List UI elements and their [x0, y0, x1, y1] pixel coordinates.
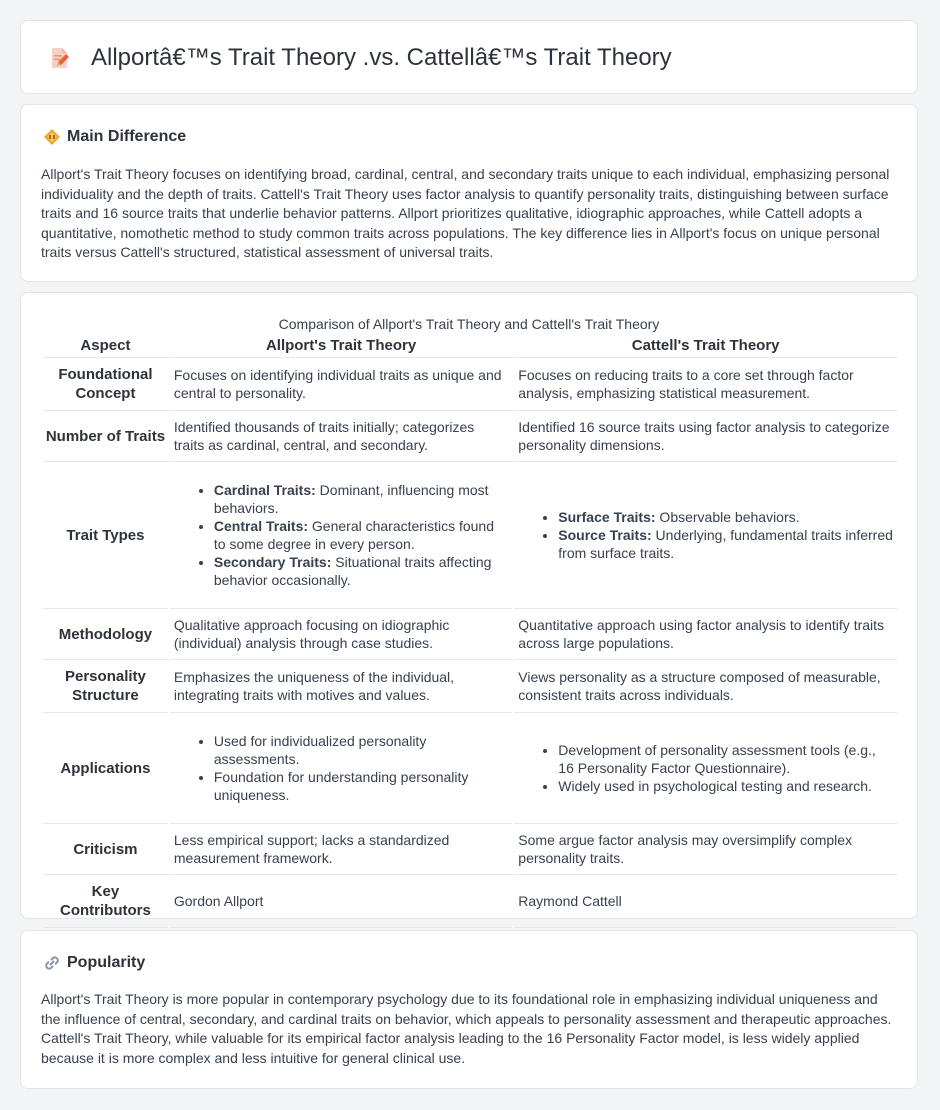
table-row — [43, 358, 897, 411]
list-item: • Cardinal Traits: Dominant, influencing most behaviors. — [214, 481, 508, 517]
allport-cell: Gordon Allport — [170, 875, 512, 928]
document-edit-icon — [47, 46, 71, 70]
table-row — [43, 609, 897, 660]
table-row — [43, 713, 897, 824]
table-caption: Comparison of Allport's Trait Theory and Cattell's Trait Theory — [278, 316, 660, 332]
list-item: • Surface Traits: Observable behaviors. — [558, 508, 893, 526]
cattell-cell — [514, 462, 897, 609]
cattell-cell: Quantitative approach using factor analysis to identify traits across large populations. — [514, 609, 897, 660]
list-item: • Central Traits: General characteristics found to some degree in every person. — [214, 517, 508, 553]
cattell-cell: Some argue factor analysis may oversimplify complex personality traits. — [514, 824, 897, 875]
aspect-cell: Key Contributors — [43, 875, 168, 928]
popularity-header — [43, 953, 145, 973]
title-card — [20, 20, 918, 94]
aspect-cell: Trait Types — [43, 462, 168, 609]
allport-cell: Identified thousands of traits initially; categorizes traits as cardinal, central, and secondary. — [170, 411, 512, 462]
allport-cell — [170, 713, 512, 824]
list-item: • Foundation for understanding personality uniqueness. — [214, 768, 508, 804]
list-item: • Used for individualized personality assessments. — [214, 732, 508, 768]
aspect-cell: Criticism — [43, 824, 168, 875]
allport-applications-list — [174, 720, 508, 816]
allport-cell: Emphasizes the uniqueness of the individual, integrating traits with motives and values. — [170, 660, 512, 713]
list-item: • Source Traits: Underlying, fundamental traits inferred from surface traits. — [558, 526, 893, 562]
column-header-aspect: Aspect — [43, 335, 168, 358]
aspect-cell: Foundational Concept — [43, 358, 168, 411]
aspect-cell: Methodology — [43, 609, 168, 660]
list-item: • Development of personality assessment tools (e.g., 16 Personality Factor Questionnaire). — [558, 741, 893, 777]
table-row — [43, 462, 897, 609]
page-title: Allportâ€™s Trait Theory .vs. Cattellâ€™s Trait Theory — [91, 44, 672, 71]
allport-cell: Focuses on identifying individual traits as unique and central to personality. — [170, 358, 512, 411]
allport-cell: Qualitative approach focusing on idiographic (individual) analysis through case studies. — [170, 609, 512, 660]
table-row — [43, 411, 897, 462]
cattell-trait-list — [518, 496, 893, 574]
cattell-cell: Raymond Cattell — [514, 875, 897, 928]
diamond-icon — [43, 128, 61, 146]
table-row — [43, 875, 897, 928]
main-difference-section — [20, 104, 918, 282]
list-item: • Widely used in psychological testing and research. — [558, 777, 893, 795]
comparison-section — [20, 292, 918, 919]
popularity-text: Allport's Trait Theory is more popular in contemporary psychology due to its foundational role in emphasizing individual uniqueness and the influence of central, secondary, and cardinal traits on behavior, which appeals to personality assessment and therapeutic approaches. Cattell's Trait Theory, while valuable for its empirical factor analysis leading to the 16 Personality Factor model, is less widely applied because it is more complex and less intuitive for general clinical use. — [41, 991, 892, 1066]
cattell-cell: Views personality as a structure composed of measurable, consistent traits across individuals. — [514, 660, 897, 713]
cattell-cell: Identified 16 source traits using factor analysis to categorize personality dimensions. — [514, 411, 897, 462]
main-difference-heading: Main Difference — [67, 128, 187, 145]
column-header-cattell: Cattell's Trait Theory — [514, 335, 897, 358]
allport-cell: Less empirical support; lacks a standardized measurement framework. — [170, 824, 512, 875]
table-row — [43, 660, 897, 713]
cattell-cell — [514, 713, 897, 824]
aspect-cell: Number of Traits — [43, 411, 168, 462]
cattell-cell: Focuses on reducing traits to a core set through factor analysis, emphasizing statistical measurement. — [514, 358, 897, 411]
popularity-heading: Popularity — [67, 954, 146, 971]
link-icon — [43, 954, 61, 972]
cattell-applications-list — [518, 729, 893, 807]
main-difference-header — [43, 127, 186, 147]
main-difference-text: Allport's Trait Theory focuses on identifying broad, cardinal, central, and secondary traits unique to each individual, emphasizing personal individuality and the depth of traits. Cattell's Trait Theory uses factor analysis to quantify personality traits, distinguishing between surface traits and 16 source traits that underlie behavior patterns. Allport prioritizes qualitative, idiographic approaches, while Cattell adopts a quantitative, nomothetic method to study common traits across populations. The key difference lies in Allport's focus on unique personal traits versus Cattell's structured, statistical assessment of universal traits. — [41, 166, 890, 261]
table-header-row — [43, 335, 897, 358]
allport-cell — [170, 462, 512, 609]
aspect-cell: Personality Structure — [43, 660, 168, 713]
popularity-section — [20, 930, 918, 1089]
table-row — [43, 824, 897, 875]
aspect-cell: Applications — [43, 713, 168, 824]
list-item: • Secondary Traits: Situational traits affecting behavior occasionally. — [214, 553, 508, 589]
column-header-allport: Allport's Trait Theory — [170, 335, 512, 358]
comparison-table — [41, 335, 899, 928]
allport-trait-list — [174, 469, 508, 601]
